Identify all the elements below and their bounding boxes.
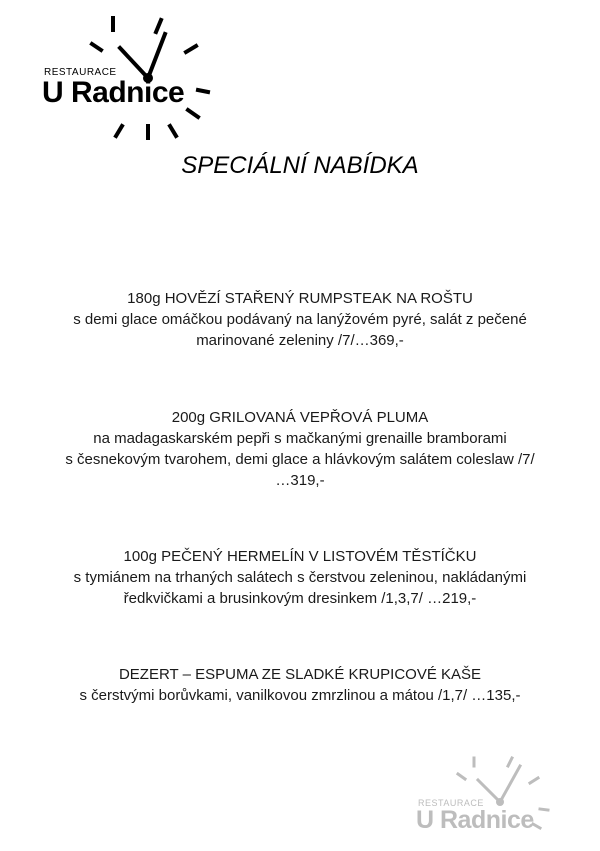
menu-item-description: ředkvičkami a brusinkovým dresinkem /1,3,7/ …219,- xyxy=(123,590,477,607)
menu-item-heading xyxy=(30,664,570,685)
menu-item-name: PEČENÝ HERMELÍN V LISTOVÉM TĚSTÍČKU xyxy=(161,548,477,565)
watermark-logo xyxy=(410,752,570,842)
menu-item-heading xyxy=(30,546,570,567)
menu-item-description: na madagaskarském pepři s mačkanými grenaille bramborami xyxy=(93,430,507,447)
menu-item-description: …319,- xyxy=(275,472,325,489)
menu-item-name: HOVĚZÍ STAŘENÝ RUMPSTEAK NA ROŠTU xyxy=(164,290,473,307)
menu-item-weight: 100g xyxy=(123,548,157,565)
menu-item-name: GRILOVANÁ VEPŘOVÁ PLUMA xyxy=(209,409,429,426)
menu-item xyxy=(30,288,570,351)
menu-item-heading xyxy=(30,407,570,428)
watermark-main-text: U Radnice xyxy=(416,806,534,834)
logo-main-text: U Radnice xyxy=(42,76,185,109)
page-title: SPECIÁLNÍ NABÍDKA xyxy=(181,152,419,179)
menu-item-description: marinované zeleniny /7/…369,- xyxy=(196,332,404,349)
menu-item-description: s demi glace omáčkou podávaný na lanýžovém pyré, salát z pečené xyxy=(73,311,527,328)
menu-item-description: s česnekovým tvarohem, demi glace a hlávkovým salátem coleslaw /7/ xyxy=(65,451,535,468)
menu-item xyxy=(30,664,570,706)
menu-item-name: DEZERT – ESPUMA ZE SLADKÉ KRUPICOVÉ KAŠE xyxy=(118,666,482,683)
menu-item xyxy=(30,407,570,491)
logo-small-text: RESTAURACE xyxy=(44,67,117,78)
menu-item-heading xyxy=(30,288,570,309)
restaurant-logo xyxy=(38,12,218,142)
menu-item-description: s tymiánem na trhaných salátech s čerstvou zeleninou, nakládanými xyxy=(73,569,527,586)
menu-item-weight: 180g xyxy=(127,290,161,307)
watermark-small-text: RESTAURACE xyxy=(418,798,484,808)
menu-item-weight: 200g xyxy=(171,409,206,426)
menu-item xyxy=(30,546,570,609)
menu-item-description: s čerstvými borůvkami, vanilkovou zmrzlinou a mátou /1,7/ …135,- xyxy=(79,687,521,704)
